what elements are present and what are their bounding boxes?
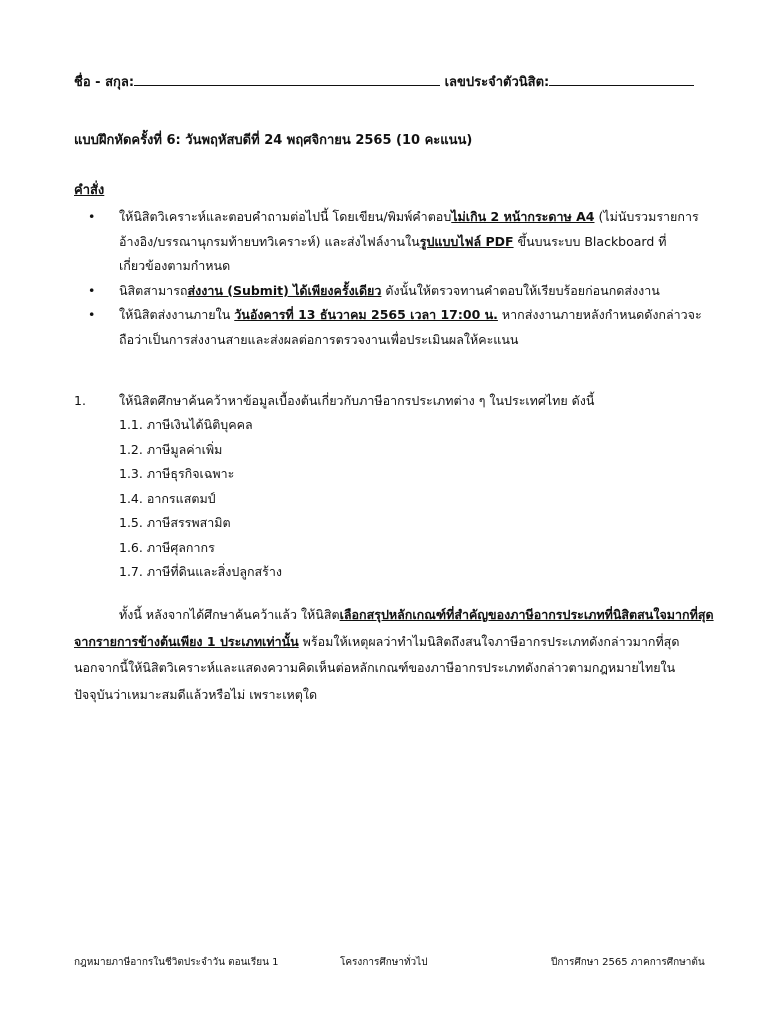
bullet-icon: • <box>88 307 96 322</box>
instructions-heading: คำสั่ง <box>74 183 105 198</box>
instruction-text: นิสิตสามารถส่งงาน (Submit) ได้เพียงครั้งเดียว ดังนั้นให้ตรวจทานคำตอบให้เรียบร้อยก่อนกดส่งงาน <box>119 282 660 298</box>
student-id-label: เลขประจำตัวนิสิต: <box>444 75 550 90</box>
instruction-item <box>74 205 714 279</box>
footer-semester: ปีการศึกษา 2565 ภาคการศึกษาต้น <box>551 957 705 968</box>
tax-type-list <box>74 413 714 585</box>
name-blank <box>134 73 440 86</box>
list-item: 1.7. ภาษีที่ดินและสิ่งปลูกสร้าง <box>119 564 283 579</box>
question-number: 1. <box>74 393 86 408</box>
footer-course: กฎหมายภาษีอากรในชีวิตประจำวัน ตอนเรียน 1 <box>74 957 279 968</box>
list-item: 1.5. ภาษีสรรพสามิต <box>119 515 231 530</box>
instructions-list <box>74 205 714 352</box>
student-info-line <box>74 71 714 92</box>
list-item: 1.4. อากรแสตมป์ <box>119 490 216 506</box>
instruction-text: ให้นิสิตส่งงานภายใน วันอังคารที่ 13 ธันวาคม 2565 เวลา 17:00 น. หากส่งงานภายหลังกำหนดดังกล่าวจะถือว่าเป็นการส่งงานสายและส่งผลต่อการตรวจงานเพื่อประเมินผลให้คะแนน <box>119 307 702 347</box>
exercise-title: แบบฝึกหัดครั้งที่ 6: วันพฤหัสบดีที่ 24 พฤศจิกายน 2565 (10 คะแนน) <box>74 133 473 148</box>
footer-program: โครงการศึกษาทั่วไป <box>340 957 428 968</box>
list-item: 1.1. ภาษีเงินได้นิติบุคคล <box>119 417 253 432</box>
student-id-blank <box>549 73 694 86</box>
bullet-icon: • <box>88 282 96 298</box>
instruction-item <box>74 279 714 304</box>
list-item: 1.6. ภาษีศุลกากร <box>119 539 215 555</box>
question-text: ให้นิสิตศึกษาค้นคว้าหาข้อมูลเบื้องต้นเกี่ยวกับภาษีอากรประเภทต่าง ๆ ในประเทศไทย ดังนี้ <box>119 393 595 408</box>
question-1 <box>74 389 714 585</box>
question-prompt <box>74 389 714 413</box>
instruction-text: ให้นิสิตวิเคราะห์และตอบคำถามต่อไปนี้ โดยเขียน/พิมพ์คำตอบไม่เกิน 2 หน้ากระดาษ A4 (ไม่นับรวมรายการอ้างอิง/บรรณานุกรมท้ายบทวิเคราะห์) และส่งไฟล์งานในรูปแบบไฟล์ PDF ขึ้นบนระบบ Blackboard ที่เกี่ยวข้องตามกำหนด <box>119 209 699 273</box>
bullet-icon: • <box>88 209 96 224</box>
instruction-item <box>74 303 714 352</box>
name-label: ชื่อ - สกุล: <box>74 75 135 90</box>
task-paragraph: ทั้งนี้ หลังจากได้ศึกษาค้นคว้าแล้ว ให้นิสิตเลือกสรุปหลักเกณฑ์ที่สำคัญของภาษีอากรประเภทที่นิสิตสนใจมากที่สุดจากรายการข้างต้นเพียง 1 ประเภทเท่านั้น พร้อมให้เหตุผลว่าทำไมนิสิตถึงสนใจภาษีอากรประเภทดังกล่าวมากที่สุด นอกจากนี้ให้นิสิตวิเคราะห์และแสดงความคิดเห็นต่อหลักเกณฑ์ของภาษีอากรประเภทดังกล่าวตามกฎหมายไทยในปัจจุบันว่าเหมาะสมดีแล้วหรือไม่ เพราะเหตุใด <box>74 607 714 702</box>
list-item: 1.3. ภาษีธุรกิจเฉพาะ <box>119 466 235 481</box>
list-item: 1.2. ภาษีมูลค่าเพิ่ม <box>119 441 223 457</box>
